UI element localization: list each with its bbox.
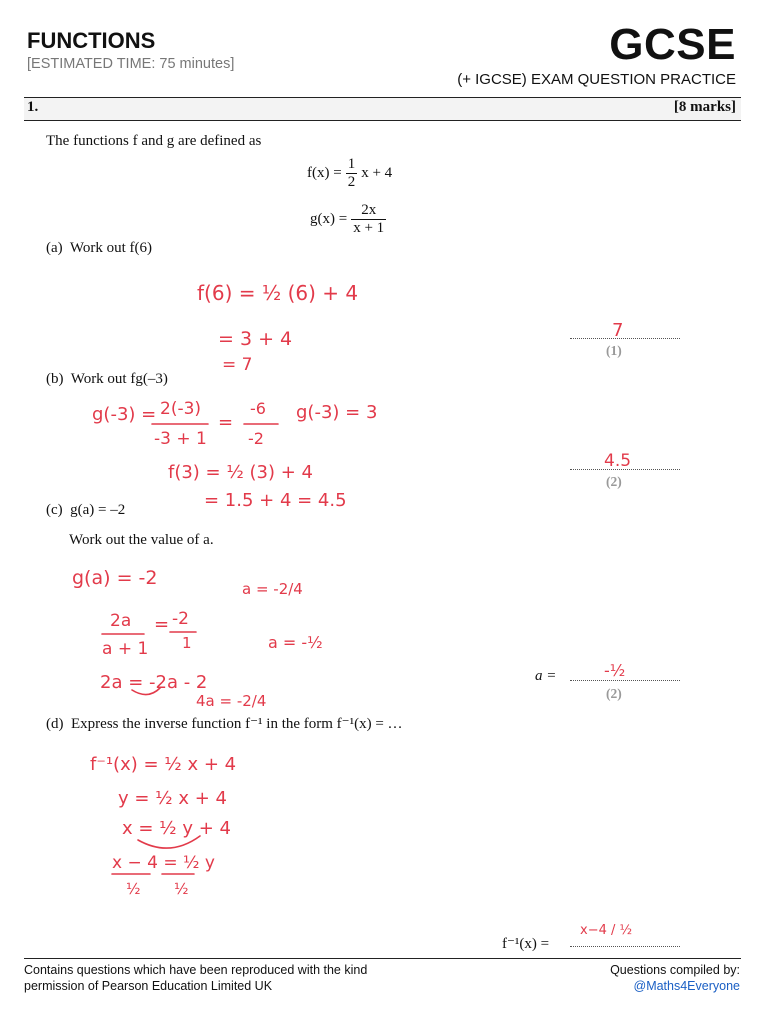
question-marks: [8 marks] bbox=[673, 99, 736, 115]
hw-c-den2: 1 bbox=[182, 634, 192, 652]
question-number: 1. bbox=[27, 99, 39, 115]
part-a-label: (a) bbox=[46, 240, 63, 256]
hw-c-den: a + 1 bbox=[102, 639, 149, 659]
brand-subtitle: (+ IGCSE) EXAM QUESTION PRACTICE bbox=[457, 71, 736, 88]
footer-copyright: Contains questions which have been reproduced with the kind permission of Pearson Education Limited UK bbox=[24, 963, 368, 993]
hw-c-line4: 4a = -2/4 bbox=[196, 692, 267, 710]
hw-d-line4: x − 4 = ½ y bbox=[112, 853, 215, 873]
part-b-marks: (2) bbox=[606, 474, 622, 489]
hw-b-answer: 4.5 bbox=[604, 451, 632, 471]
hw-b-eq: = bbox=[218, 412, 234, 433]
part-a-marks: (1) bbox=[606, 343, 622, 358]
part-c-text: g(a) = –2 bbox=[70, 502, 126, 518]
hw-c-eq: = bbox=[154, 614, 170, 635]
g-numerator: 2x bbox=[351, 202, 386, 220]
part-c-marks: (2) bbox=[606, 686, 622, 701]
f-denominator: 2 bbox=[347, 174, 356, 190]
hw-d-line3: x = ½ y + 4 bbox=[122, 818, 231, 839]
hw-a-answer: 7 bbox=[612, 320, 624, 341]
hw-c-line3: 2a = -2a - 2 bbox=[100, 672, 208, 693]
hw-b-num: 2(-3) bbox=[160, 399, 202, 419]
hw-d-answer: x−4 / ½ bbox=[580, 923, 633, 938]
g-lhs: g(x) = bbox=[310, 211, 348, 227]
page-title: FUNCTIONS bbox=[27, 28, 156, 53]
f-numerator: 1 bbox=[347, 156, 356, 172]
hw-a-line1: f(6) = ½ (6) + 4 bbox=[197, 281, 359, 305]
hw-d-den: ½ bbox=[126, 880, 141, 898]
hw-d-line2: y = ½ x + 4 bbox=[118, 788, 227, 809]
hw-b-den: -3 + 1 bbox=[154, 429, 207, 449]
hw-b-result: g(-3) = 3 bbox=[296, 402, 378, 423]
part-d-answer-prefix: f⁻¹(x) = bbox=[502, 936, 550, 952]
question-intro: The functions f and g are defined as bbox=[46, 133, 262, 149]
f-rest: x + 4 bbox=[361, 165, 393, 181]
footer-handle-link[interactable]: @Maths4Everyone bbox=[633, 979, 740, 993]
hw-b-den2: -2 bbox=[248, 429, 264, 448]
g-denominator: x + 1 bbox=[353, 220, 385, 236]
hw-c-num2: -2 bbox=[172, 609, 189, 629]
hw-c-line1: g(a) = -2 bbox=[72, 567, 158, 589]
hw-c-line5: a = -2/4 bbox=[242, 580, 303, 598]
part-d-text: Express the inverse function f⁻¹ in the form f⁻¹(x) = … bbox=[71, 716, 403, 732]
hw-b-line2: f(3) = ½ (3) + 4 bbox=[168, 462, 314, 483]
hw-d-line1: f⁻¹(x) = ½ x + 4 bbox=[90, 754, 237, 775]
hw-b-line3: = 1.5 + 4 = 4.5 bbox=[204, 490, 347, 511]
hw-b-lhs: g(-3) = bbox=[92, 404, 157, 425]
hw-c-answer: -½ bbox=[604, 661, 626, 680]
hw-a-line3: = 7 bbox=[222, 355, 253, 375]
part-a-text: Work out f(6) bbox=[69, 240, 152, 256]
part-d-label: (d) bbox=[46, 716, 64, 732]
footer-credit-label: Questions compiled by: bbox=[610, 963, 740, 977]
hw-d-den2: ½ bbox=[174, 880, 189, 898]
hw-c-num: 2a bbox=[110, 611, 132, 631]
estimated-time: [ESTIMATED TIME: 75 minutes] bbox=[27, 56, 235, 72]
hw-b-num2: -6 bbox=[250, 399, 266, 418]
hw-a-line2: = 3 + 4 bbox=[218, 328, 293, 350]
part-c-label: (c) bbox=[46, 502, 63, 518]
f-lhs: f(x) = bbox=[307, 165, 342, 181]
part-c-answer-prefix: a = bbox=[535, 668, 557, 684]
part-b-text: Work out fg(–3) bbox=[70, 371, 168, 387]
part-b-label: (b) bbox=[46, 371, 64, 387]
hw-c-line6: a = -½ bbox=[268, 633, 323, 652]
part-c-subtext: Work out the value of a. bbox=[69, 532, 214, 548]
brand-title: GCSE bbox=[609, 20, 736, 69]
